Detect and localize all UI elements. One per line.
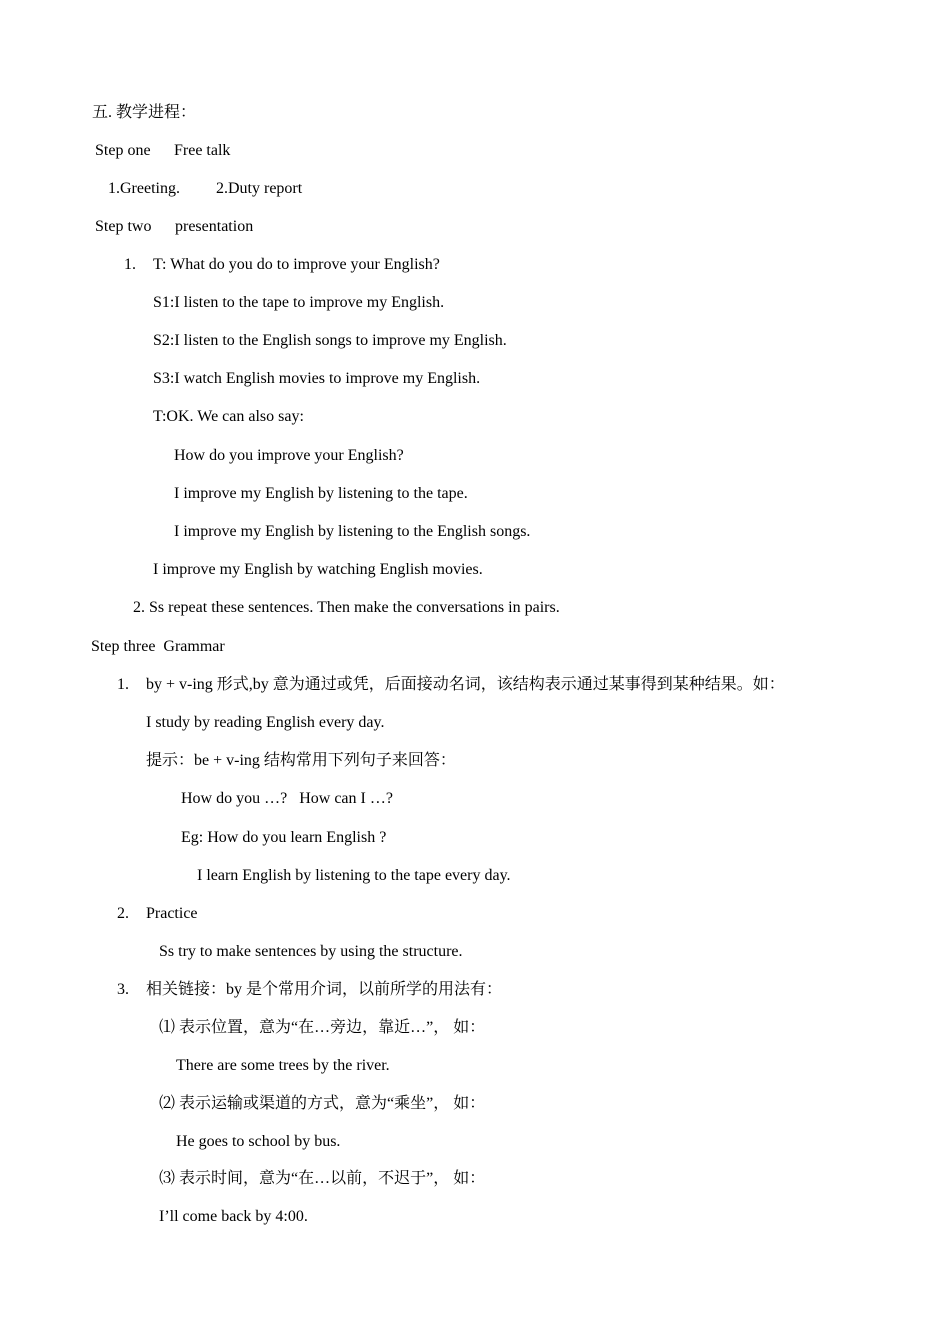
grammar-item3-number: 3. (117, 981, 129, 998)
grammar-item1-number: 1. (117, 676, 129, 693)
dialogue-line: S1:I listen to the tape to improve my English. (153, 294, 445, 311)
dialogue-line: S2:I listen to the English songs to improve my English. (153, 332, 507, 349)
usage-2: ⑵ 表示运输或渠道的方式，意为“乘坐”， 如： (159, 1095, 486, 1112)
grammar-item2-text: Practice (146, 905, 198, 922)
step-one-item-duty-report: 2.Duty report (216, 180, 303, 197)
dialogue-line: How do you improve your English? (174, 447, 404, 464)
dialogue-line: I improve my English by listening to the tape. (174, 485, 468, 502)
step-two-title: presentation (175, 218, 254, 235)
usage-1: ⑴ 表示位置，意为“在…旁边，靠近…”， 如： (159, 1019, 486, 1036)
dialogue-line: T:OK. We can also say: (153, 408, 304, 425)
practice-line: Ss try to make sentences by using the structure. (159, 943, 463, 960)
step-two-item1-number: 1. (124, 256, 136, 273)
usage-3: ⑶ 表示时间，意为“在…以前，不迟于”， 如： (159, 1170, 486, 1187)
step-one-title: Free talk (174, 142, 231, 159)
grammar-example: I study by reading English every day. (146, 714, 385, 731)
grammar-item3-text: 相关链接：by 是个常用介词，以前所学的用法有： (146, 981, 503, 998)
dialogue-line: I improve my English by listening to the English songs. (174, 523, 531, 540)
dialogue-line: S3:I watch English movies to improve my English. (153, 370, 481, 387)
grammar-eg-answer: I learn English by listening to the tape every day. (197, 867, 511, 884)
step-two-label: Step two (95, 218, 152, 235)
grammar-item2-number: 2. (117, 905, 129, 922)
usage-3-example: I’ll come back by 4:00. (159, 1208, 308, 1225)
usage-2-example: He goes to school by bus. (176, 1133, 341, 1150)
grammar-question-forms: How do you …? How can I …? (181, 790, 393, 807)
step-three-heading: Step three Grammar (91, 638, 225, 655)
grammar-eg-question: Eg: How do you learn English ? (181, 829, 387, 846)
step-two-item2: 2. Ss repeat these sentences. Then make the conversations in pairs. (133, 599, 560, 616)
usage-1-example: There are some trees by the river. (176, 1057, 390, 1074)
dialogue-line: T: What do you do to improve your English? (153, 256, 440, 273)
step-one-label: Step one (95, 142, 151, 159)
step-one-item-greeting: 1.Greeting. (108, 180, 180, 197)
grammar-tip: 提示：be + v-ing 结构常用下列句子来回答： (146, 752, 456, 769)
dialogue-line: I improve my English by watching English movies. (153, 561, 483, 578)
section-heading: 五. 教学进程： (92, 104, 197, 121)
grammar-item1-text: by + v-ing 形式,by 意为通过或凭，后面接动名词，该结构表示通过某事得到某种结果。如： (146, 676, 785, 693)
